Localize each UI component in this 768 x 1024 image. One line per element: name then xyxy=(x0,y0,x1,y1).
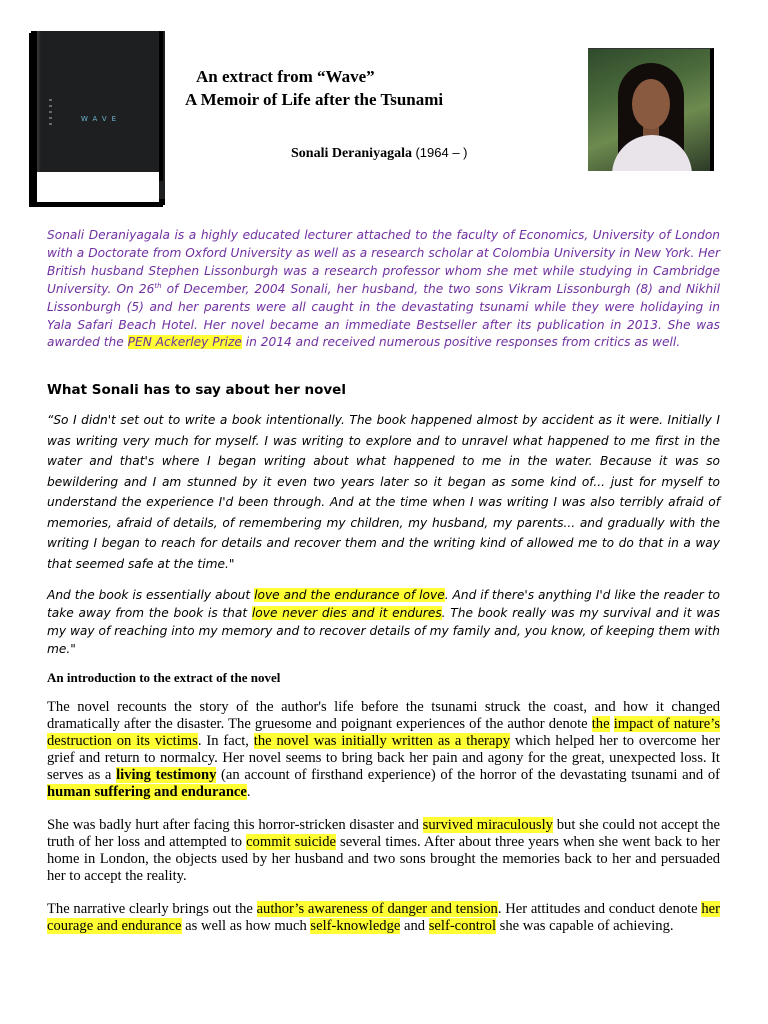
author-quote: “So I didn't set out to write a book intentionally. The book happened almost by accident as it were. Initially I was writing very much for myself. I was writing to explore and to unravel what happened to me first in the water and that's where I began writing about what happened to me in the water. Because it was so bewildering and I am stunned by it even two years later so it began as some kind of... just for myself to understand the experience I'd been through. And at the time when I was writing I was also terribly afraid of memories, afraid of details, of remembering my children, my husband, my parents... and gradually with the writing I began to reach for details and recover them and the writing kind of allowed me to do that in a way that seemed safe at the time." xyxy=(47,413,720,571)
title-line-1: An extract from “Wave” xyxy=(196,67,375,86)
p1-text-e: . xyxy=(246,784,251,800)
intro-paragraph-3 xyxy=(47,901,720,935)
section-heading-introduction: An introduction to the extract of the novel xyxy=(47,670,281,685)
author-line xyxy=(291,145,468,162)
p2-text-a: She was badly hurt after facing this horror-stricken disaster and xyxy=(47,817,423,833)
p2-highlight-2: commit suicide xyxy=(246,834,337,850)
author-name: Sonali Deraniyagala xyxy=(291,146,412,161)
quote2-highlight-2: love never dies and it endures xyxy=(251,606,442,620)
p3-highlight-4: self-control xyxy=(428,918,497,934)
p3-highlight-2: her courage and endurance xyxy=(47,901,720,934)
p1-text-b: . In fact, xyxy=(197,733,254,749)
book-cover-title: WAVE xyxy=(80,115,122,123)
book-cover-dots xyxy=(49,99,52,129)
p3-text-c: as well as how much xyxy=(181,918,311,934)
bio-text-2: of December, 2004 Sonali, her husband, the two sons Vikram Lissonburgh (8) and Nikhil Lissonburgh (5) and her parents were all caught in the devastating tsunami while they were holidaying in Yala Safari Beach Hotel. Her novel became an immediate Bestseller after its publication in 2013. She was awarded the xyxy=(47,281,721,350)
bio-text-3: in 2014 and received numerous positive responses from critics as well. xyxy=(241,335,681,350)
book-cover-white-strip xyxy=(37,172,159,202)
bio-highlight-prize: PEN Ackerley Prize xyxy=(127,335,242,350)
quote2-highlight-1: love and the endurance of love xyxy=(254,588,445,602)
p1-highlight-1: the xyxy=(591,716,610,732)
intro-paragraph-1 xyxy=(47,699,720,801)
p2-text-c: several times. After about three years when she went back to her home in London, the objects used by her husband and two sons brought the memories back to her and persuaded her to accept the reality. xyxy=(47,834,721,884)
photo-face xyxy=(632,79,670,129)
bio-sup: th xyxy=(154,281,162,290)
p1-text-c: which helped her to overcome her grief and return to normalcy. Her novel seems to bring back her pain and agony for the great, unexpected loss. It serves as a xyxy=(47,733,720,783)
p3-highlight-1: author’s awareness of danger and tension xyxy=(256,901,498,917)
p3-text-e: she was capable of achieving. xyxy=(496,918,674,934)
author-photo xyxy=(588,48,714,171)
p3-text-b: . Her attitudes and conduct denote xyxy=(497,901,702,917)
quote2-text-c: . The book really was my survival and it was my way of reaching into my memory and to recover details of my family and, you know, of keeping them with me." xyxy=(47,606,720,656)
p1-highlight-4: living testimony xyxy=(116,767,217,783)
title-line-2: A Memoir of Life after the Tsunami xyxy=(185,90,444,109)
p1-highlight-5: human suffering and endurance xyxy=(47,784,247,800)
p3-highlight-3: self-knowledge xyxy=(310,918,401,934)
book-cover-edge xyxy=(159,31,163,181)
section-heading-author-says: What Sonali has to say about her novel xyxy=(47,382,346,398)
intro-paragraph-2 xyxy=(47,817,720,885)
p3-text-a: The narrative clearly brings out the xyxy=(47,901,257,917)
p1-highlight-2: impact of nature’s destruction on its victims xyxy=(47,716,720,749)
p1-text-d: (an account of firsthand experience) of the horror of the devastating tsunami and of xyxy=(216,767,720,783)
p2-text-b: but she could not accept the truth of her loss and attempted to xyxy=(47,817,720,850)
quote2-text-a: And the book is essentially about xyxy=(47,588,255,602)
quote2-text-b: . And if there's anything I'd like the reader to take away from the book is that xyxy=(47,588,720,620)
p3-text-d: and xyxy=(400,918,429,934)
author-bio xyxy=(47,227,720,352)
p1-text-a: The novel recounts the story of the author's life before the tsunami struck the coast, and how it changed dramatically after the disaster. The gruesome and poignant experiences of the author denote xyxy=(47,699,720,732)
author-quote-continued xyxy=(47,586,720,658)
p1-highlight-3: the novel was initially written as a therapy xyxy=(253,733,510,749)
p2-highlight-1: survived miraculously xyxy=(422,817,553,833)
author-years: (1964 – ) xyxy=(415,145,468,160)
bio-text-1: Sonali Deraniyagala is a highly educated lecturer attached to the faculty of Economics, University of London with a Doctorate from Oxford University as well as a research scholar at Colombia University in New York. Her British husband Stephen Lissonburgh was a research professor whom she met while studying in Cambridge University. On 26 xyxy=(47,228,720,296)
